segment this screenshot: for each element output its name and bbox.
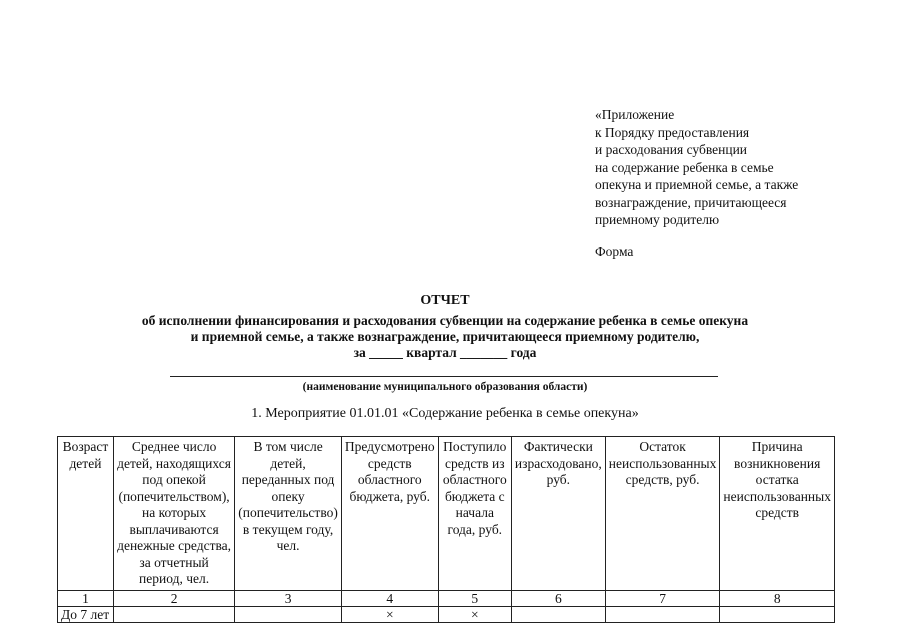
- column-number: 1: [58, 590, 114, 606]
- municipality-caption: (наименование муниципального образования области): [302, 381, 588, 393]
- table-header-row: [58, 437, 835, 591]
- header-cell: Поступило средств из областного бюджета с начала года, руб.: [438, 437, 511, 591]
- report-period-line: за _____ квартал _______ года: [353, 345, 537, 360]
- column-number: 2: [113, 590, 234, 606]
- header-cell: Остаток неиспользованных средств, руб.: [605, 437, 720, 591]
- report-subtitle-line-1: об исполнении финансирования и расходования субвенции на содержание ребенка в семье опекуна: [141, 313, 749, 328]
- header-cell: Среднее число детей, находящихся под опекой (попечительством), на которых выплачиваются денежные средства, за отчетный период, чел.: [113, 437, 234, 591]
- appendix-line: на содержание ребенка в семье: [595, 159, 774, 175]
- appendix-line: приемному родителю: [595, 212, 720, 227]
- table-cell: ×: [438, 606, 511, 622]
- header-cell: Фактически израсходовано, руб.: [511, 437, 605, 591]
- header-cell: Причина возникновения остатка неиспользованных средств: [720, 437, 835, 591]
- appendix-line: вознаграждение, причитающееся: [595, 194, 787, 210]
- table-cell: [605, 606, 720, 622]
- column-number: 8: [720, 590, 835, 606]
- column-number-row: [58, 590, 835, 606]
- report-title: ОТЧЕТ: [420, 293, 470, 308]
- municipality-fill-line: [170, 376, 718, 377]
- column-number: 4: [341, 590, 438, 606]
- header-cell: Возраст детей: [58, 437, 114, 591]
- appendix-block: [595, 106, 895, 229]
- column-number: 6: [511, 590, 605, 606]
- header-cell: В том числе детей, переданных под опеку (попечительство) в текущем году, чел.: [235, 437, 342, 591]
- column-number: 3: [235, 590, 342, 606]
- table-cell: [511, 606, 605, 622]
- report-subtitle-line-2: и приемной семье, а также вознаграждение, причитающееся приемному родителю,: [190, 329, 700, 344]
- table-cell: ×: [341, 606, 438, 622]
- header-cell: Предусмотрено средств областного бюджета, руб.: [341, 437, 438, 591]
- appendix-line: опекуна и приемной семье, а также: [595, 177, 799, 192]
- table-cell: [720, 606, 835, 622]
- appendix-line: и расходования субвенции: [595, 142, 748, 157]
- measure-title: 1. Мероприятие 01.01.01 «Содержание ребенка в семье опекуна»: [251, 406, 639, 421]
- table-row: [58, 606, 835, 622]
- appendix-line: к Порядку предоставления: [595, 124, 750, 140]
- age-group-cell: До 7 лет: [58, 606, 114, 622]
- form-label: Форма: [595, 244, 634, 259]
- column-number: 7: [605, 590, 720, 606]
- report-table: [57, 436, 835, 623]
- appendix-line: «Приложение: [595, 107, 675, 122]
- table-cell: [113, 606, 234, 622]
- table-cell: [235, 606, 342, 622]
- column-number: 5: [438, 590, 511, 606]
